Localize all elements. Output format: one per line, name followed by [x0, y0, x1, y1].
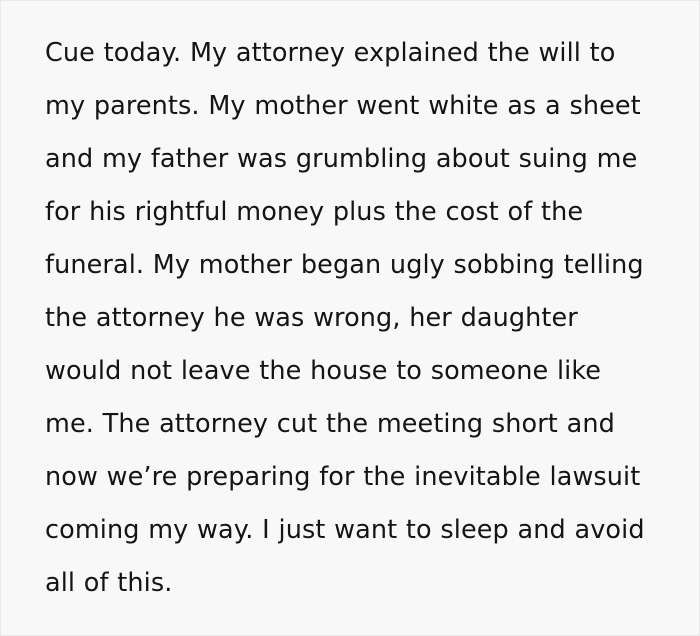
story-paragraph: Cue today. My attorney explained the will to my parents. My mother went white as a sheet and my father was grumbling about suing me for his rightful money plus the cost of the funeral. My mother began ugly sobbing telling the attorney he was wrong, her daughter would not leave the house to someone like me. The attorney cut the meeting short and now we’re preparing for the inevitable lawsuit coming my way. I just want to sleep and avoid all of this.: [45, 37, 654, 598]
